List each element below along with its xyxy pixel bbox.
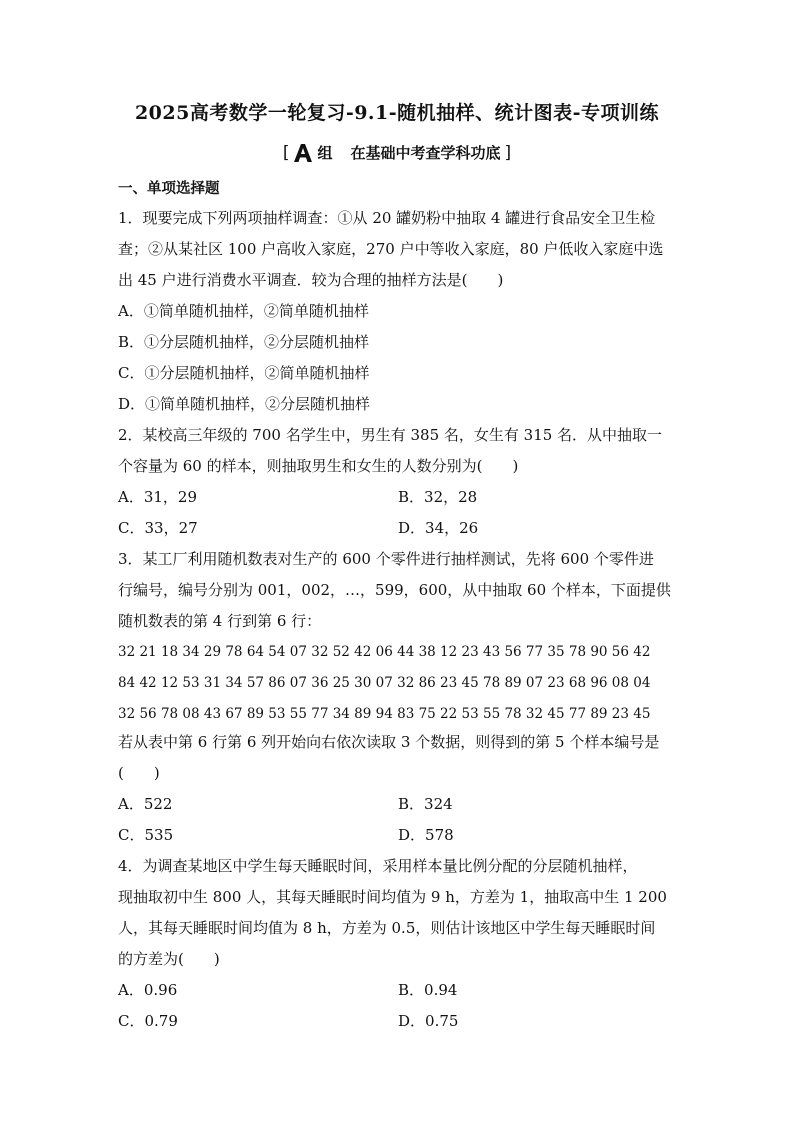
q2-option-d: D．34，26 bbox=[398, 519, 479, 537]
q4-line-2: 现抽取初中生 800 人，其每天睡眠时间均值为 9 h，方差为 1，抽取高中生 1 200 bbox=[118, 888, 667, 906]
q2-option-b: B．32，28 bbox=[398, 488, 478, 506]
q3-line-2: 行编号，编号分别为 001，002，…，599，600，从中抽取 60 个样本，下面提供 bbox=[118, 581, 671, 599]
page-title: 2025高考数学一轮复习-9.1-随机抽样、统计图表-专项训练 bbox=[134, 102, 660, 124]
q4-line-3: 人，其每天睡眠时间均值为 8 h，方差为 0.5，则估计该地区中学生每天睡眠时间 bbox=[118, 919, 656, 937]
q4-option-d: D．0.75 bbox=[398, 1012, 459, 1030]
q3-option-a: A．522 bbox=[118, 795, 173, 813]
q2-line-2: 个容量为 60 的样本，则抽取男生和女生的人数分别为( ) bbox=[118, 457, 519, 475]
q3-option-c: C．535 bbox=[118, 826, 174, 844]
group-banner bbox=[0, 142, 794, 163]
q2-option-a: A．31，29 bbox=[118, 488, 198, 506]
q4-option-a: A．0.96 bbox=[118, 981, 178, 999]
q2-option-c: C．33，27 bbox=[118, 519, 198, 537]
group-label: 组 bbox=[317, 144, 333, 162]
q1-option-b: B．①分层随机抽样，②分层随机抽样 bbox=[118, 333, 370, 351]
bracket-open: [ bbox=[282, 142, 290, 163]
q4-option-b: B．0.94 bbox=[398, 981, 458, 999]
group-a-badge-icon bbox=[293, 143, 313, 163]
q3-line-1: 3．某工厂利用随机数表对生产的 600 个零件进行抽样测试，先将 600 个零件进 bbox=[118, 550, 654, 568]
bracket-close: ] bbox=[504, 142, 512, 163]
q2-line-1: 2．某校高三年级的 700 名学生中，男生有 385 名，女生有 315 名．从中抽取一 bbox=[118, 426, 663, 444]
q3-option-b: B．324 bbox=[398, 795, 453, 813]
q1-option-c: C．①分层随机抽样，②简单随机抽样 bbox=[118, 364, 370, 382]
random-table-row-4: 32 21 18 34 29 78 64 54 07 32 52 42 06 44 38 12 23 43 56 77 35 78 90 56 42 bbox=[118, 644, 651, 660]
q1-option-a: A．①简单随机抽样，②简单随机抽样 bbox=[118, 302, 369, 320]
q4-line-4: 的方差为( ) bbox=[118, 950, 220, 968]
q1-line-1: 1．现要完成下列两项抽样调查：①从 20 罐奶粉中抽取 4 罐进行食品安全卫生检 bbox=[118, 209, 656, 227]
group-subtitle: 在基础中考查学科功底 bbox=[350, 144, 501, 162]
q1-line-3: 出 45 户进行消费水平调查．较为合理的抽样方法是( ) bbox=[118, 271, 504, 289]
q3-option-d: D．578 bbox=[398, 826, 454, 844]
q3-line-5: ( ) bbox=[118, 764, 160, 782]
q3-line-3: 随机数表的第 4 行到第 6 行： bbox=[118, 612, 322, 630]
q1-line-2: 查；②从某社区 100 户高收入家庭，270 户中等收入家庭，80 户低收入家庭中选 bbox=[118, 240, 664, 258]
random-table-row-5: 84 42 12 53 31 34 57 86 07 36 25 30 07 32 86 23 45 78 89 07 23 68 96 08 04 bbox=[118, 675, 651, 691]
section-title: 一、单项选择题 bbox=[118, 181, 220, 197]
q1-option-d: D．①简单随机抽样，②分层随机抽样 bbox=[118, 395, 371, 413]
q3-line-4: 若从表中第 6 行第 6 列开始向右依次读取 3 个数据，则得到的第 5 个样本编号是 bbox=[118, 733, 660, 751]
q4-option-c: C．0.79 bbox=[118, 1012, 178, 1030]
q4-line-1: 4．为调查某地区中学生每天睡眠时间，采用样本量比例分配的分层随机抽样， bbox=[118, 857, 638, 875]
random-table-row-6: 32 56 78 08 43 67 89 53 55 77 34 89 94 83 75 22 53 55 78 32 45 77 89 23 45 bbox=[118, 706, 651, 722]
